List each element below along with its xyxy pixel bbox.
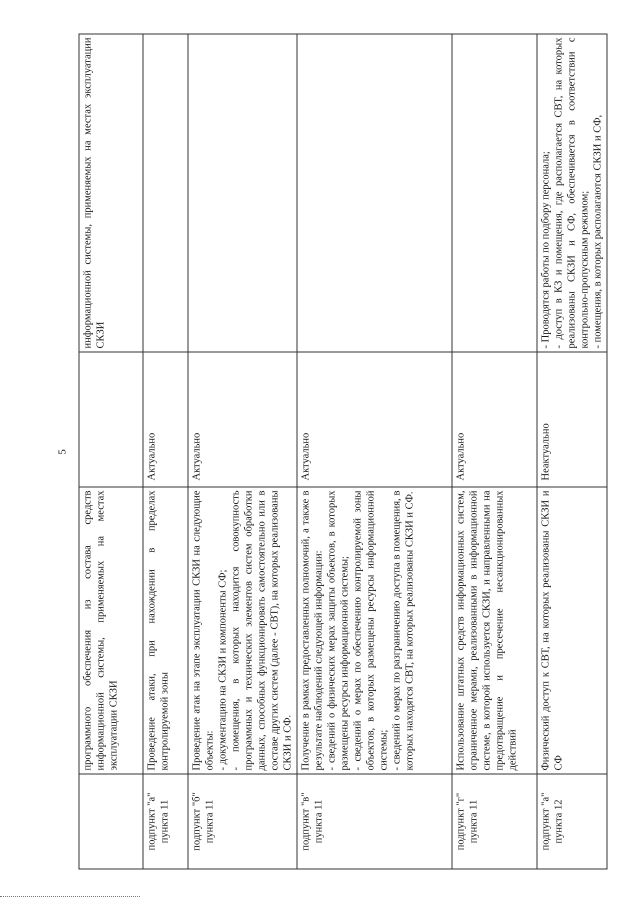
cell-comment [452,34,537,352]
cell-threat [297,487,452,774]
comment-line: информационной системы, применяемых на местах эксплуатации СКЗИ [82,37,106,349]
cell-threat [79,487,143,774]
cell-comment [297,34,452,352]
cell-threat [143,487,188,774]
threat-line: Получение в рамках предоставленных полномочий, а также в результате наблюдений следующей информации: [300,490,324,771]
cell-status: Актуально [188,352,297,487]
comment-line: - доступ в КЗ и помещения, где располагается СВТ, на которых реализованы СКЗИ и СФ, обеспечивается в соответствии с контрольно-пропускным режимом; [553,37,590,349]
threats-table [78,34,607,870]
table-row [297,34,452,869]
table-row [143,34,188,869]
threat-line: Физический доступ к СВТ, на которых реализованы СКЗИ и СФ [540,490,564,771]
cell-ref: подпункт "в" пункта 11 [297,774,452,869]
table-row [188,34,297,869]
threat-line: - сведений о физических мерах защиты объектов, в которых размещены ресурсы информационной системы; [326,490,350,771]
rotated-page-content [56,35,603,870]
threat-line: - сведений о мерах по разграничению доступа в помещения, в которых находятся СВТ, на которых реализованы СКЗИ и СФ. [391,490,415,771]
cell-ref: подпункт "г" пункта 11 [452,774,537,869]
cell-comment [537,34,607,352]
cell-threat [188,487,297,774]
cell-status: Актуально [143,352,188,487]
cell-comment [79,34,143,352]
table-row [537,34,607,869]
cell-ref [79,774,143,869]
threat-line: - документацию на СКЗИ и компоненты СФ; [217,569,228,771]
cell-threat [452,487,537,774]
scan-edge-mark [0,896,140,899]
cell-ref: подпункт "б" пункта 11 [188,774,297,869]
cell-ref: подпункт "а" пункта 11 [143,774,188,869]
comment-line: - Проводятся работы по подбору персонала; [540,151,551,349]
threat-line: - сведений о мерах по обеспечению контролируемой зоны объектов, в которых размещены ресурсы информационной системы; [352,490,389,771]
cell-comment [188,34,297,352]
threat-line: программного обеспечения из состава средств информационной системы, применяемых на местах эксплуатации СКЗИ [82,490,119,771]
cell-status: Актуально [297,352,452,487]
cell-status: Неактуально [537,352,607,487]
table-row [79,34,143,869]
threat-line: - помещения, в которых находится совокупность программных и технических элементов систем обработки данных, способных функционировать самостоятельно или в составе других систем (далее - СВТ), на которых реализованы СКЗИ и СФ. [230,490,293,771]
threat-line: Проведение атаки, при нахождении в пределах контролируемой зоны [146,490,170,771]
table-row [452,34,537,869]
comment-line: - помещения, в которых располагаются СКЗИ и СФ, [592,114,603,349]
cell-threat [537,487,607,774]
threat-line: Проведение атак на этапе эксплуатации СКЗИ на следующие объекты: [191,490,215,771]
cell-status [79,352,143,487]
page-number: 5 [56,449,68,455]
cell-status: Актуально [452,352,537,487]
threat-line: Использование штатных средств информационных систем, ограниченное мерами, реализованными в информационной системе, в которой используется СКЗИ, и направленными на предотвращение и пресечение несанкционированных действий [455,490,518,771]
cell-comment [143,34,188,352]
cell-ref: подпункт "а" пункта 12 [537,774,607,869]
